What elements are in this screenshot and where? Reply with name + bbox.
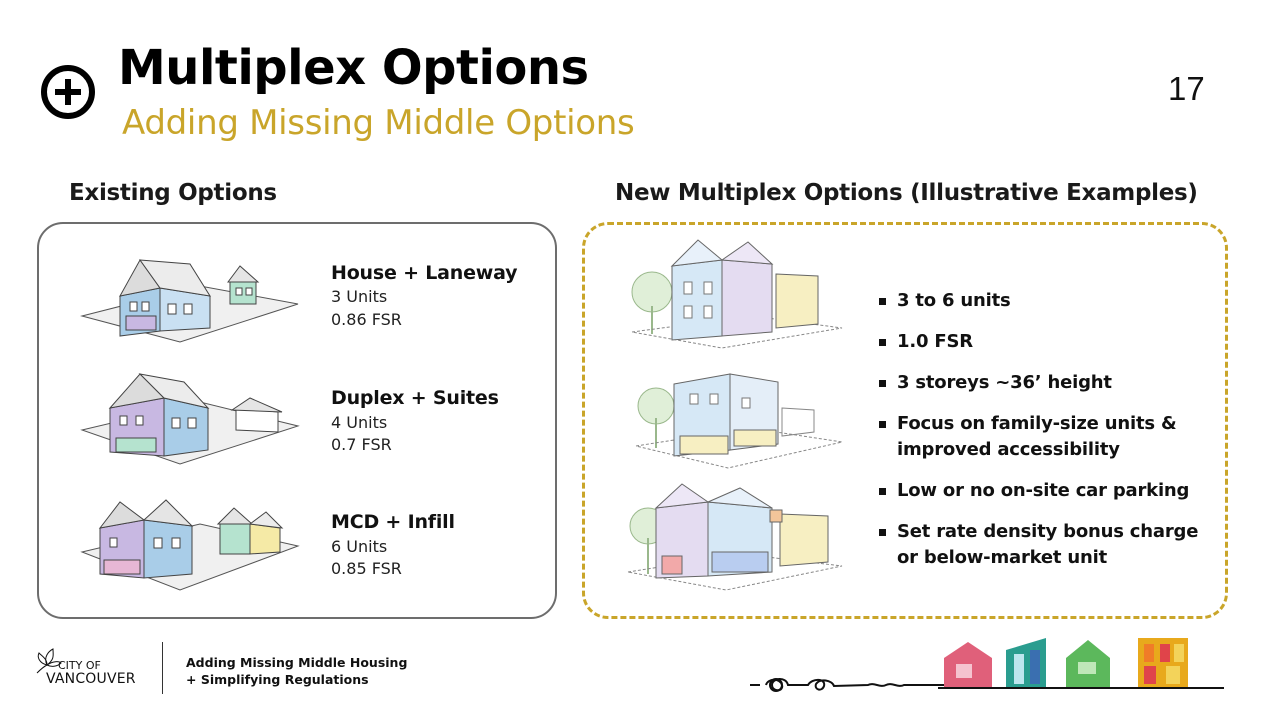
bullet-item <box>878 370 1218 396</box>
option-units-house-laneway: 3 Units <box>331 287 388 306</box>
footer-divider <box>162 642 163 694</box>
house-laneway-illustration <box>80 246 300 346</box>
logo-vancouver-text: VANCOUVER <box>46 671 136 687</box>
bullet-item <box>878 519 1218 571</box>
option-fsr-duplex-suites: 0.7 FSR <box>331 435 392 454</box>
colorful-houses-illustration <box>748 630 1228 705</box>
page-subtitle: Adding Missing Middle Options <box>122 103 635 143</box>
mcd-infill-illustration <box>80 494 300 594</box>
new-options-heading: New Multiplex Options (Illustrative Examples) <box>615 180 1198 206</box>
square-bullet-icon <box>879 339 886 346</box>
multiplex-example-1-illustration <box>622 236 852 350</box>
square-bullet-icon <box>879 488 886 495</box>
page-number: 17 <box>1168 70 1205 107</box>
bullet-text: Focus on family-size units & improved accessibility <box>897 413 1177 460</box>
bullet-item <box>878 411 1218 463</box>
option-name-duplex-suites: Duplex + Suites <box>331 387 499 409</box>
bullet-item <box>878 329 1218 355</box>
bullet-text: 1.0 FSR <box>897 331 973 352</box>
square-bullet-icon <box>879 298 886 305</box>
square-bullet-icon <box>879 380 886 387</box>
option-name-mcd-infill: MCD + Infill <box>331 511 455 533</box>
existing-options-heading: Existing Options <box>69 180 277 206</box>
page-title: Multiplex Options <box>118 40 589 96</box>
option-name-house-laneway: House + Laneway <box>331 262 518 284</box>
bullet-text: Set rate density bonus charge or below-market unit <box>897 521 1199 568</box>
multiplex-example-3-illustration <box>622 482 852 594</box>
logo-city-text: CITY OF <box>58 659 101 672</box>
square-bullet-icon <box>879 529 886 536</box>
bullet-text: 3 storeys ~36’ height <box>897 372 1112 393</box>
circle-plus-icon <box>40 64 96 120</box>
new-options-bullet-list <box>878 288 1218 586</box>
option-fsr-house-laneway: 0.86 FSR <box>331 310 402 329</box>
option-fsr-mcd-infill: 0.85 FSR <box>331 559 402 578</box>
multiplex-example-2-illustration <box>630 358 852 472</box>
bullet-text: Low or no on-site car parking <box>897 480 1190 501</box>
option-units-duplex-suites: 4 Units <box>331 413 388 432</box>
bullet-item <box>878 478 1218 504</box>
bullet-item <box>878 288 1218 314</box>
option-units-mcd-infill: 6 Units <box>331 537 388 556</box>
duplex-suites-illustration <box>80 368 300 468</box>
bullet-text: 3 to 6 units <box>897 290 1011 311</box>
square-bullet-icon <box>879 421 886 428</box>
footer-text-line1: Adding Missing Middle Housing <box>186 655 408 670</box>
footer-text-line2: + Simplifying Regulations <box>186 672 369 687</box>
